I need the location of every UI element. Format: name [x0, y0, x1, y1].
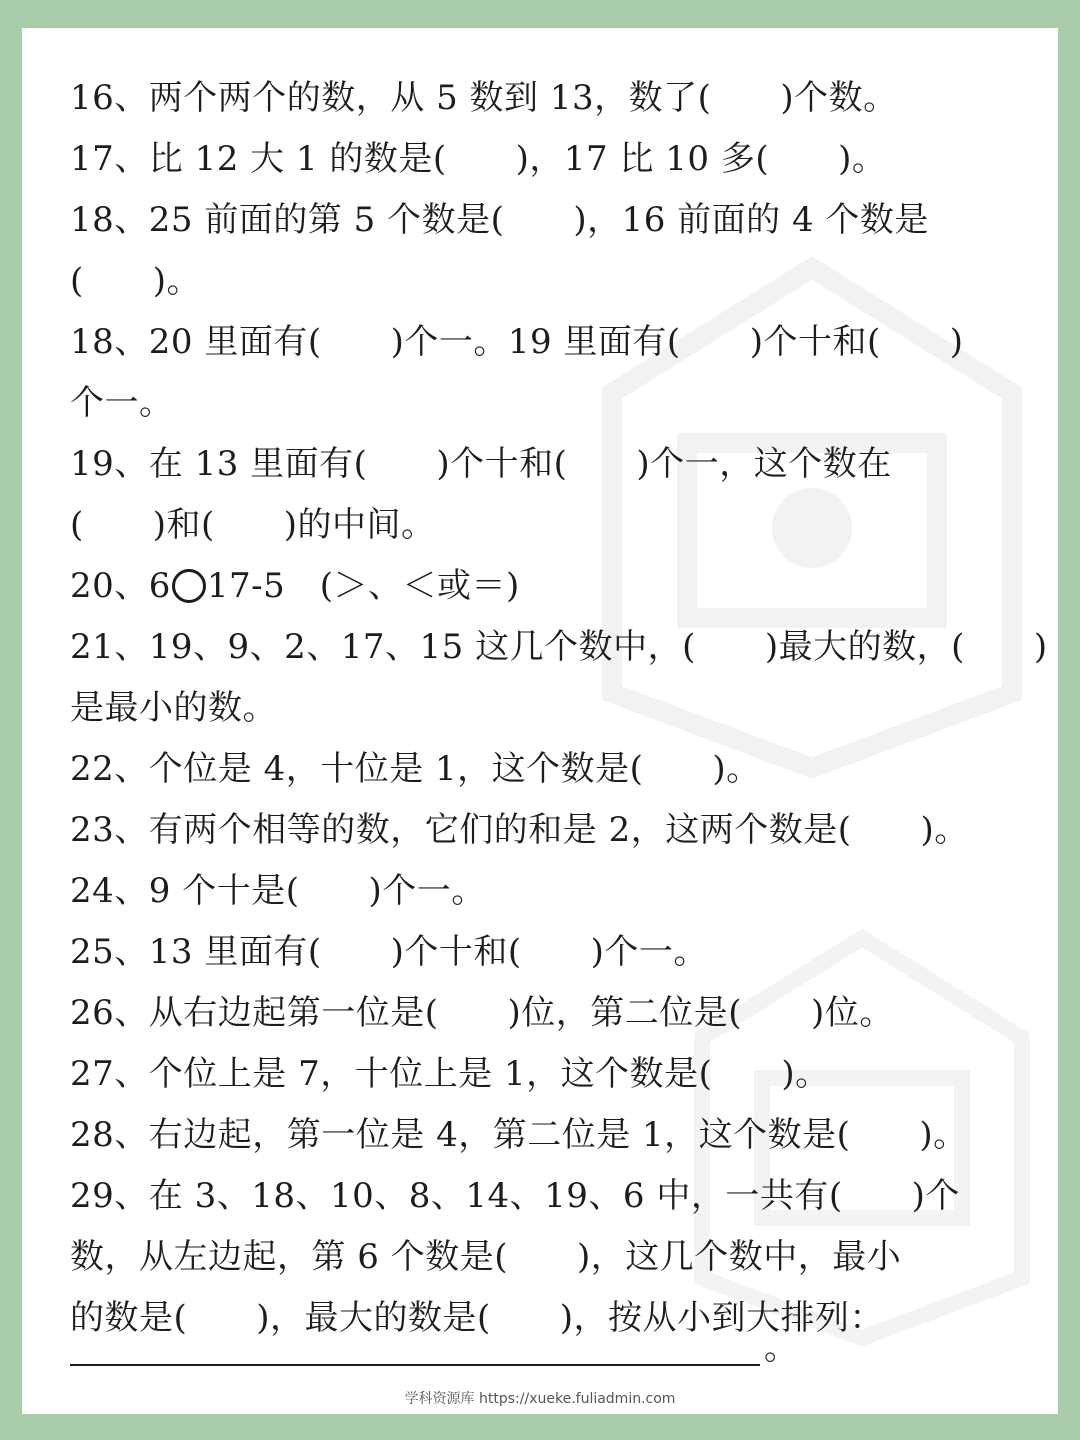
- question-16: 16、两个两个的数，从 5 数到 13，数了( )个数。: [70, 78, 898, 118]
- source-footer: 学科资源库 https://xueke.fuliadmin.com: [404, 1391, 676, 1407]
- question-22: 22、个位是 4，十位是 1，这个数是( )。: [70, 749, 761, 789]
- worksheet-page: [22, 28, 1058, 1414]
- question-18b-cont: 个一。: [70, 383, 174, 423]
- question-27: 27、个位上是 7，十位上是 1，这个数是( )。: [70, 1054, 830, 1094]
- question-18a: 18、25 前面的第 5 个数是( )，16 前面的 4 个数是: [70, 200, 929, 240]
- question-18b: 18、20 里面有( )个一。19 里面有( )个十和( ): [70, 322, 964, 362]
- answer-blank-line: [70, 1364, 760, 1366]
- question-29: 29、在 3、18、10、8、14、19、6 中，一共有( )个: [70, 1176, 960, 1216]
- question-19-cont: ( )和( )的中间。: [70, 505, 436, 545]
- question-list: [70, 68, 1048, 1349]
- question-21: 21、19、9、2、17、15 这几个数中，( )最大的数，( ): [70, 627, 1048, 667]
- question-20-suffix: 17-5 (＞、＜或＝): [206, 566, 520, 606]
- question-18a-cont: ( )。: [70, 261, 202, 301]
- question-24: 24、9 个十是( )个一。: [70, 871, 486, 911]
- answer-end-mark: 。: [764, 1328, 798, 1368]
- question-20: [70, 556, 1038, 617]
- question-19: 19、在 13 里面有( )个十和( )个一，这个数在: [70, 444, 892, 484]
- question-17: 17、比 12 大 1 的数是( )，17 比 10 多( )。: [70, 139, 887, 179]
- question-21-cont: 是最小的数。: [70, 688, 277, 728]
- question-26: 26、从右边起第一位是( )位，第二位是( )位。: [70, 993, 894, 1033]
- question-28: 28、右边起，第一位是 4，第二位是 1，这个数是( )。: [70, 1115, 968, 1155]
- question-23: 23、有两个相等的数，它们的和是 2，这两个数是( )。: [70, 810, 969, 850]
- question-29-cont-1: 数，从左边起，第 6 个数是( )，这几个数中，最小: [70, 1237, 902, 1277]
- compare-circle-icon: [172, 569, 206, 603]
- question-25: 25、13 里面有( )个十和( )个一。: [70, 932, 708, 972]
- question-20-prefix: 20、6: [70, 566, 171, 606]
- question-29-cont-2: 的数是( )，最大的数是( )，按从小到大排列：: [70, 1298, 885, 1338]
